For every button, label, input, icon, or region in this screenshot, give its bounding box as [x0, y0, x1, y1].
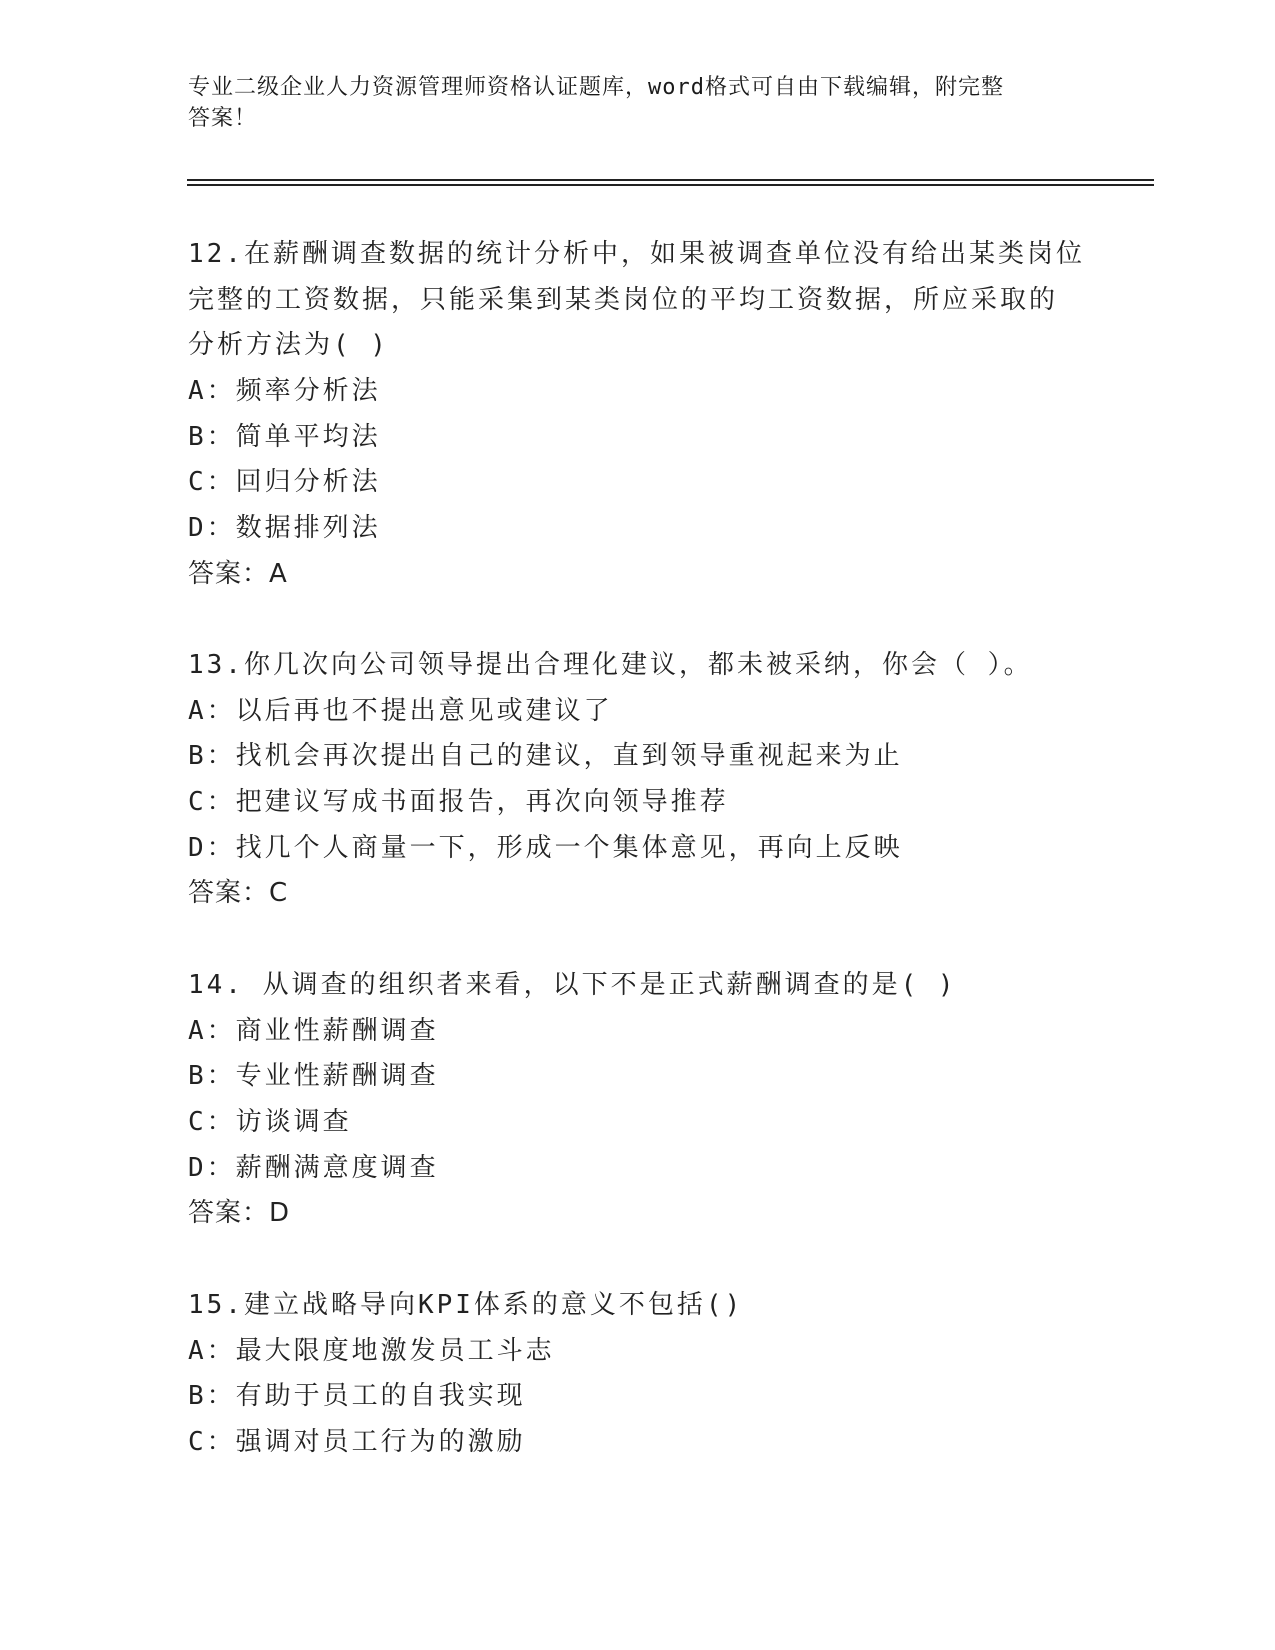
option-d: D：找几个人商量一下，形成一个集体意见，再向上反映: [188, 832, 903, 863]
option-c: C：访谈调查: [188, 1107, 352, 1138]
question-stem-line: 15.建立战略导向KPI体系的意义不包括(): [188, 1290, 744, 1320]
option-b: B：有助于员工的自我实现: [188, 1381, 526, 1412]
question-15: [188, 1283, 1088, 1466]
answer: 答案：C: [188, 878, 289, 909]
option-a: A：最大限度地激发员工斗志: [188, 1335, 555, 1366]
answer: 答案：A: [188, 558, 288, 589]
option-b: B：简单平均法: [188, 421, 381, 452]
header-divider-top: [187, 179, 1154, 181]
option-a: A：商业性薪酬调查: [188, 1015, 439, 1046]
option-a: A：频率分析法: [188, 376, 381, 407]
option-c: C：回归分析法: [188, 467, 381, 498]
question-stem: [188, 1283, 1088, 1329]
question-stem-line: 完整的工资数据，只能采集到某类岗位的平均工资数据，所应采取的: [188, 284, 1059, 315]
document-header: [188, 72, 1088, 134]
header-intro-line-1: 专业二级企业人力资源管理师资格认证题库，word格式可自由下载编辑，附完整: [188, 75, 1004, 100]
question-12: [188, 232, 1088, 598]
option-c: C：强调对员工行为的激励: [188, 1427, 526, 1458]
question-stem: [188, 963, 1088, 1009]
option-b: B：找机会再次提出自己的建议，直到领导重视起来为止: [188, 741, 903, 772]
question-stem: [188, 643, 1088, 689]
question-14: [188, 963, 1088, 1237]
question-stem-line: 分析方法为( ): [188, 330, 389, 361]
option-b: B：专业性薪酬调查: [188, 1061, 439, 1092]
question-stem-line: 14. 从调查的组织者来看，以下不是正式薪酬调查的是( ): [188, 970, 957, 1000]
option-c: C：把建议写成书面报告，再次向领导推荐: [188, 787, 729, 818]
question-13: [188, 643, 1088, 917]
answer: 答案：D: [188, 1198, 291, 1229]
option-d: D：数据排列法: [188, 513, 381, 544]
header-divider-bottom: [187, 184, 1154, 186]
header-intro-line-2: 答案！: [188, 106, 258, 131]
option-a: A：以后再也不提出意见或建议了: [188, 695, 613, 726]
question-stem: [188, 232, 1088, 369]
question-stem-line: 12.在薪酬调查数据的统计分析中，如果被调查单位没有给出某类岗位: [188, 239, 1085, 269]
question-stem-line: 13.你几次向公司领导提出合理化建议，都未被采纳，你会（ ）。: [188, 650, 1033, 680]
option-d: D：薪酬满意度调查: [188, 1152, 439, 1183]
